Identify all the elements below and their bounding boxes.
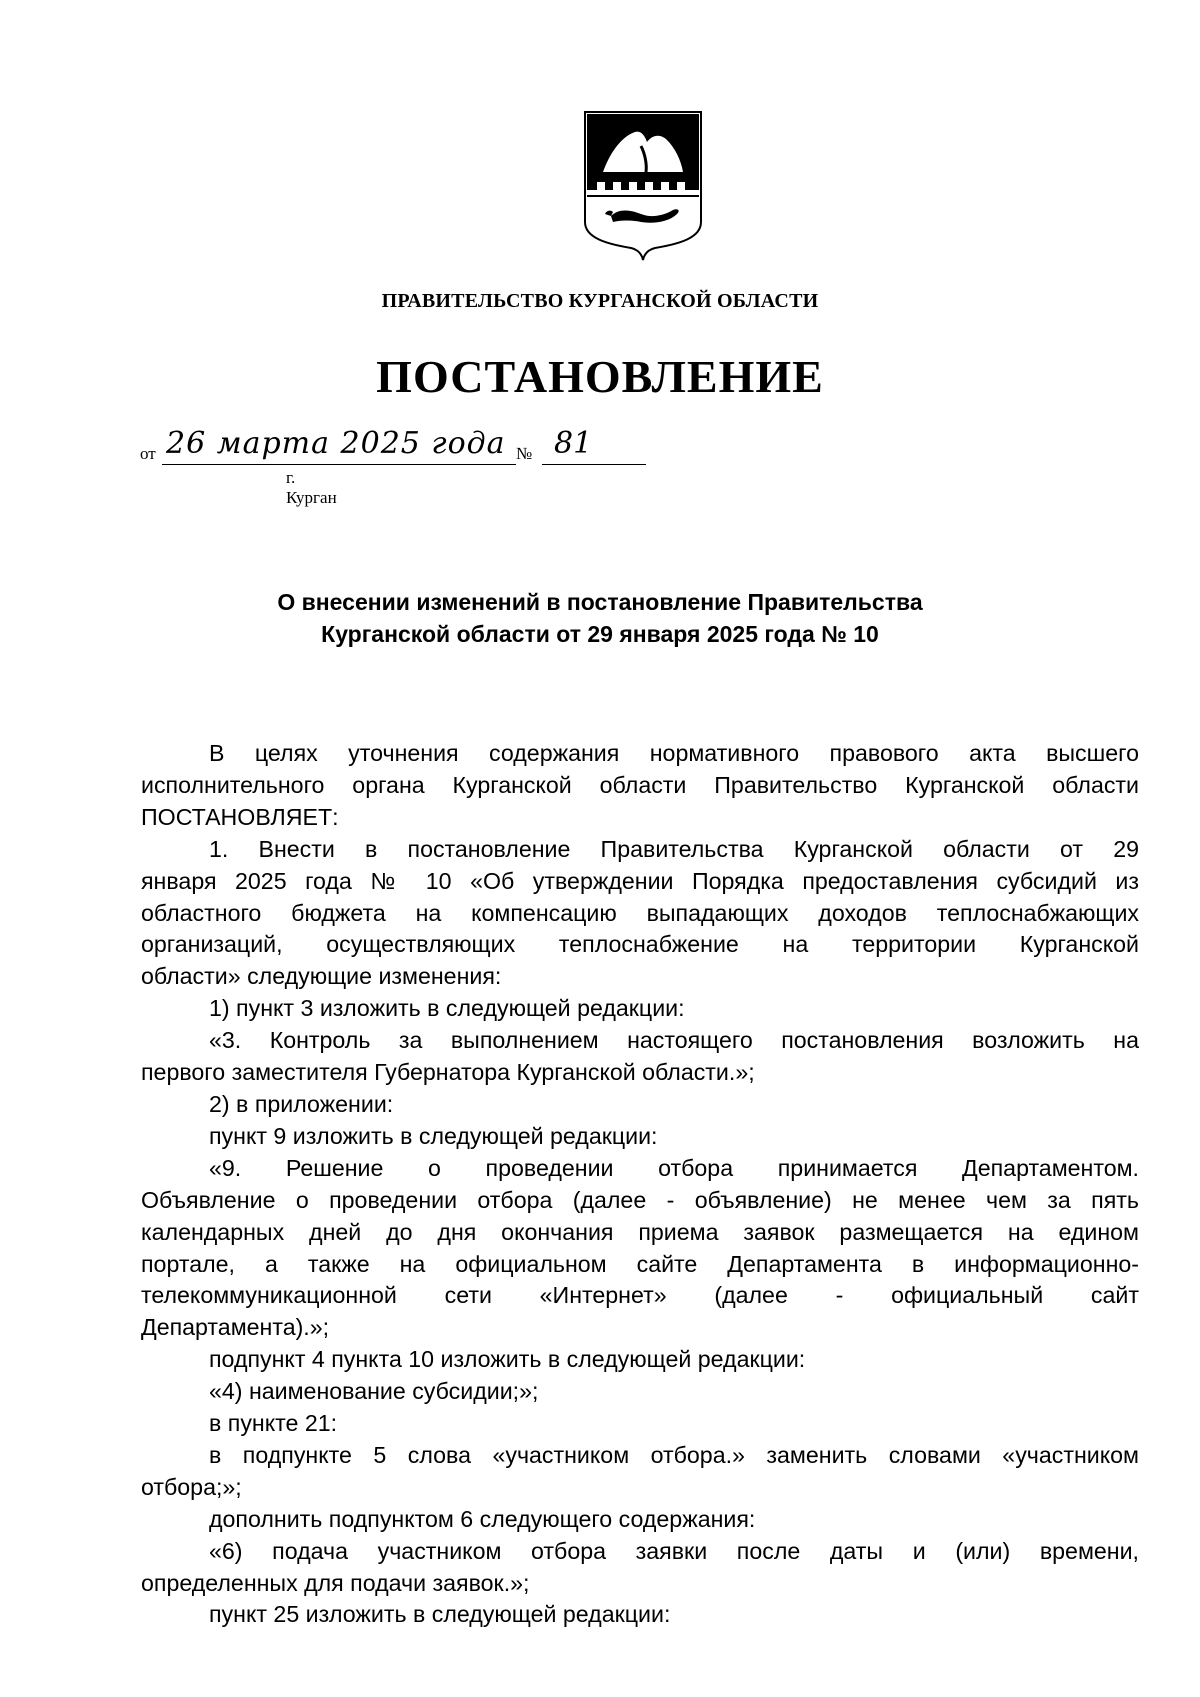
body-line: Департамента).»; [141,1314,330,1341]
body-line: первого заместителя Губернатора Курганской области.»; [141,1059,755,1086]
body-line: определенных для подачи заявок.»; [141,1569,530,1596]
handwritten-number: 81 [542,424,646,465]
organization-name: ПРАВИТЕЛЬСТВО КУРГАНСКОЙ ОБЛАСТИ [381,290,819,312]
number-prefix: № [516,444,533,463]
body-line: Объявление о проведении отбора (далее - объявление) не менее чем за пять [141,1186,1139,1213]
body-line: 1) пункт 3 изложить в следующей редакции: [209,995,685,1022]
body-line: областного бюджета на компенсацию выпадающих доходов теплоснабжающих [141,899,1139,926]
subject-line-2: Курганской области от 29 января 2025 года № 10 [321,621,879,647]
body-line: отбора;»; [141,1473,242,1500]
document-body [141,738,1139,1631]
body-line: телекоммуникационной сети «Интернет» (далее - официальный сайт [141,1282,1139,1309]
body-line: подпункт 4 пункта 10 изложить в следующей редакции: [209,1346,806,1373]
body-line: пункт 25 изложить в следующей редакции: [209,1601,671,1628]
body-line: исполнительного органа Курганской области Правительство Курганской области [141,771,1139,798]
body-line: в пункте 21: [209,1410,338,1437]
body-line: января 2025 года № 10 «Об утверждении Порядка предоставления субсидий из [141,867,1139,894]
body-line: В целях уточнения содержания нормативного правового акта высшего [209,740,1139,766]
date-prefix: от [140,444,156,463]
body-line: 1. Внести в постановление Правительства Курганской области от 29 [209,835,1139,862]
body-line: 2) в приложении: [209,1090,394,1117]
body-line: «9. Решение о проведении отбора принимается Департаментом. [209,1154,1139,1181]
document-type-title: ПОСТАНОВЛЕНИЕ [376,351,824,402]
body-line: области» следующие изменения: [141,963,502,990]
body-line: портале, а также на официальном сайте Департамента в информационно- [141,1250,1139,1277]
body-line: «4) наименование субсидии;»; [209,1378,539,1405]
document-subject [0,586,1200,650]
handwritten-date: 26 марта 2025 года [162,424,516,465]
body-line: календарных дней до дня окончания приема заявок размещается на едином [141,1218,1139,1245]
city-label: г. Курган [286,468,337,507]
subject-line-1: О внесении изменений в постановление Правительства [277,589,923,615]
body-line: организаций, осуществляющих теплоснабжение на территории Курганской [141,931,1139,958]
body-line: в подпункте 5 слова «участником отбора.» заменить словами «участником [209,1441,1139,1468]
body-line: ПОСТАНОВЛЯЕТ: [141,803,339,830]
body-line: дополнить подпунктом 6 следующего содержания: [209,1505,756,1532]
coat-of-arms-icon [583,110,703,262]
body-line: «6) подача участником отбора заявки после даты и (или) времени, [209,1537,1139,1564]
body-line: «3. Контроль за выполнением настоящего постановления возложить на [209,1027,1139,1054]
body-line: пункт 9 изложить в следующей редакции: [209,1122,658,1149]
